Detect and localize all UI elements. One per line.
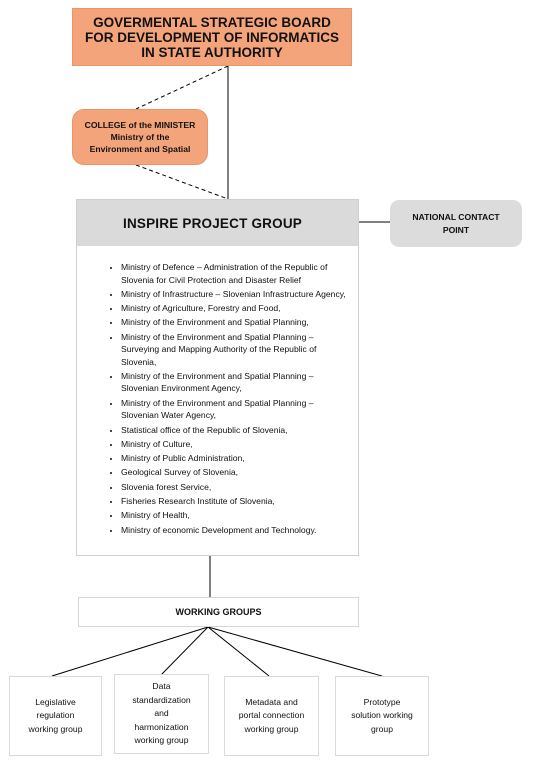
member-list-item: • Slovenia forest Service, xyxy=(121,481,352,494)
strategic-board-box xyxy=(72,8,352,66)
working-group-line: group xyxy=(371,723,393,734)
member-list-item: • Ministry of Health, xyxy=(121,509,352,522)
college-line: COLLEGE of the MINISTER xyxy=(84,120,196,130)
working-group-line: Prototype xyxy=(363,696,401,707)
board-to-college-dashed-line xyxy=(136,66,228,109)
member-list-item: • Ministry of Defence – Administration of the Republic of Slovenia for Civil Protection and Disaster Relief xyxy=(121,261,352,286)
member-list xyxy=(77,261,358,536)
member-list-item: • Ministry of the Environment and Spatial Planning – Slovenian Water Agency, xyxy=(121,397,352,422)
working-group-line: working group xyxy=(134,735,189,746)
member-list-item: • Ministry of Culture, xyxy=(121,438,352,451)
member-list-item: • Ministry of the Environment and Spatial Planning, xyxy=(121,316,352,329)
ncp-line: NATIONAL CONTACT xyxy=(412,211,500,222)
college-to-ipg-dashed-line xyxy=(136,165,228,199)
working-group-label xyxy=(29,696,83,737)
inspire-project-group-box xyxy=(76,199,359,556)
working-groups-box xyxy=(78,597,359,627)
working-group-line: portal connection xyxy=(238,710,305,721)
college-line: Ministry of the xyxy=(110,132,170,142)
member-list-item: • Ministry of Agriculture, Forestry and Food, xyxy=(121,302,352,315)
working-group-label xyxy=(351,696,413,737)
working-group-line: working group xyxy=(244,723,299,734)
working-group-label xyxy=(239,696,304,737)
working-group-line: solution working xyxy=(351,710,413,721)
board-title-line: GOVERMENTAL STRATEGIC BOARD xyxy=(93,14,331,30)
member-list-item: • Geological Survey of Slovenia, xyxy=(121,466,352,479)
wg-fan-line-4 xyxy=(208,627,382,676)
working-group-line: and xyxy=(154,708,169,719)
working-group-box xyxy=(224,676,319,756)
working-group-line: Metadata and xyxy=(245,696,298,707)
working-group-line: working group xyxy=(28,723,83,734)
member-list-item: • Ministry of economic Development and Technology. xyxy=(121,524,352,537)
board-title-line: FOR DEVELOPMENT OF INFORMATICS xyxy=(85,29,339,45)
national-contact-point-box xyxy=(390,200,522,247)
working-group-box xyxy=(9,676,102,756)
college-of-minister-box xyxy=(72,109,208,165)
member-list-item: • Ministry of the Environment and Spatial Planning – Slovenian Environment Agency, xyxy=(121,370,352,395)
member-list-item: • Statistical office of the Republic of Slovenia, xyxy=(121,424,352,437)
working-group-label xyxy=(132,680,190,748)
wg-fan-line-3 xyxy=(208,627,269,676)
working-groups-title: WORKING GROUPS xyxy=(175,607,262,617)
inspire-project-group-title: INSPIRE PROJECT GROUP xyxy=(77,200,358,246)
working-group-line: harmonization xyxy=(134,721,189,732)
working-group-line: Data xyxy=(152,681,171,692)
member-list-item: • Ministry of Infrastructure – Slovenian Infrastructure Agency, xyxy=(121,288,352,301)
working-group-box xyxy=(335,676,429,756)
member-list-item: • Fisheries Research Institute of Slovenia, xyxy=(121,495,352,508)
working-group-line: Legislative xyxy=(35,696,76,707)
working-group-line: regulation xyxy=(36,710,75,721)
member-list-item: • Ministry of Public Administration, xyxy=(121,452,352,465)
board-title-line: IN STATE AUTHORITY xyxy=(141,44,283,60)
working-group-line: standardization xyxy=(132,694,191,705)
working-group-box xyxy=(114,674,209,754)
member-list-item: • Ministry of the Environment and Spatial Planning – Surveying and Mapping Authority of the Republic of Slovenia, xyxy=(121,331,352,369)
ncp-line: POINT xyxy=(442,224,470,235)
college-line: Environment and Spatial xyxy=(89,144,191,154)
